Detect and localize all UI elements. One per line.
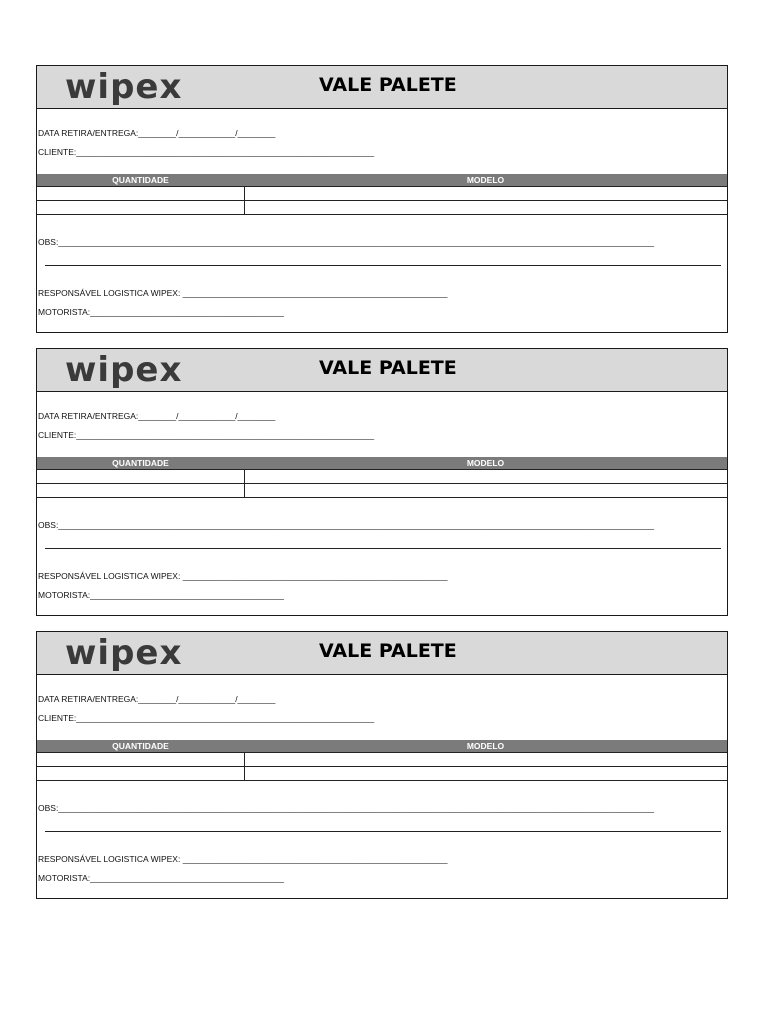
obs-field[interactable]: OBS:______________________________________________________________________________________________________________________________: [38, 237, 654, 247]
responsible-field[interactable]: RESPONSÁVEL LOGISTICA WIPEX: ________________________________________________________: [38, 854, 448, 864]
model-cell[interactable]: [244, 767, 727, 781]
model-cell[interactable]: [244, 187, 727, 201]
table-row: [37, 470, 727, 484]
table-row: [37, 767, 727, 781]
model-cell[interactable]: [244, 753, 727, 767]
voucher-title: VALE PALETE: [319, 74, 457, 96]
pallet-voucher-1: [36, 65, 728, 333]
model-cell[interactable]: [244, 470, 727, 484]
quantity-cell[interactable]: [37, 470, 244, 484]
model-header: MODELO: [244, 457, 727, 470]
table-row: [37, 187, 727, 201]
quantity-cell[interactable]: [37, 767, 244, 781]
client-field[interactable]: CLIENTE:_______________________________________________________________: [38, 147, 375, 157]
obs-field[interactable]: OBS:______________________________________________________________________________________________________________________________: [38, 803, 654, 813]
voucher-header: [37, 349, 727, 392]
voucher-header: [37, 66, 727, 109]
wipex-logo: wipex: [65, 350, 183, 390]
pallet-voucher-2: [36, 348, 728, 616]
quantity-cell[interactable]: [37, 187, 244, 201]
responsible-field[interactable]: RESPONSÁVEL LOGISTICA WIPEX: ________________________________________________________: [38, 571, 448, 581]
driver-field[interactable]: MOTORISTA:_________________________________________: [38, 873, 284, 883]
driver-field[interactable]: MOTORISTA:_________________________________________: [38, 590, 284, 600]
quantity-model-table: [37, 740, 727, 781]
obs-continuation-line[interactable]: [45, 831, 721, 832]
driver-field[interactable]: MOTORISTA:_________________________________________: [38, 307, 284, 317]
responsible-field[interactable]: RESPONSÁVEL LOGISTICA WIPEX: ________________________________________________________: [38, 288, 448, 298]
quantity-cell[interactable]: [37, 201, 244, 215]
model-header: MODELO: [244, 174, 727, 187]
voucher-title: VALE PALETE: [319, 640, 457, 662]
model-cell[interactable]: [244, 201, 727, 215]
quantity-model-table: [37, 174, 727, 215]
date-field[interactable]: DATA RETIRA/ENTREGA:________/____________/________: [38, 128, 276, 138]
quantity-header: QUANTIDADE: [37, 457, 244, 470]
quantity-header: QUANTIDADE: [37, 174, 244, 187]
client-field[interactable]: CLIENTE:_______________________________________________________________: [38, 430, 375, 440]
voucher-header: [37, 632, 727, 675]
quantity-header: QUANTIDADE: [37, 740, 244, 753]
table-row: [37, 484, 727, 498]
table-row: [37, 201, 727, 215]
pallet-voucher-3: [36, 631, 728, 899]
model-header: MODELO: [244, 740, 727, 753]
table-row: [37, 753, 727, 767]
quantity-cell[interactable]: [37, 484, 244, 498]
quantity-cell[interactable]: [37, 753, 244, 767]
model-cell[interactable]: [244, 484, 727, 498]
obs-continuation-line[interactable]: [45, 265, 721, 266]
wipex-logo: wipex: [65, 67, 183, 107]
obs-continuation-line[interactable]: [45, 548, 721, 549]
client-field[interactable]: CLIENTE:_______________________________________________________________: [38, 713, 375, 723]
date-field[interactable]: DATA RETIRA/ENTREGA:________/____________/________: [38, 411, 276, 421]
voucher-title: VALE PALETE: [319, 357, 457, 379]
quantity-model-table: [37, 457, 727, 498]
wipex-logo: wipex: [65, 633, 183, 673]
date-field[interactable]: DATA RETIRA/ENTREGA:________/____________/________: [38, 694, 276, 704]
obs-field[interactable]: OBS:______________________________________________________________________________________________________________________________: [38, 520, 654, 530]
